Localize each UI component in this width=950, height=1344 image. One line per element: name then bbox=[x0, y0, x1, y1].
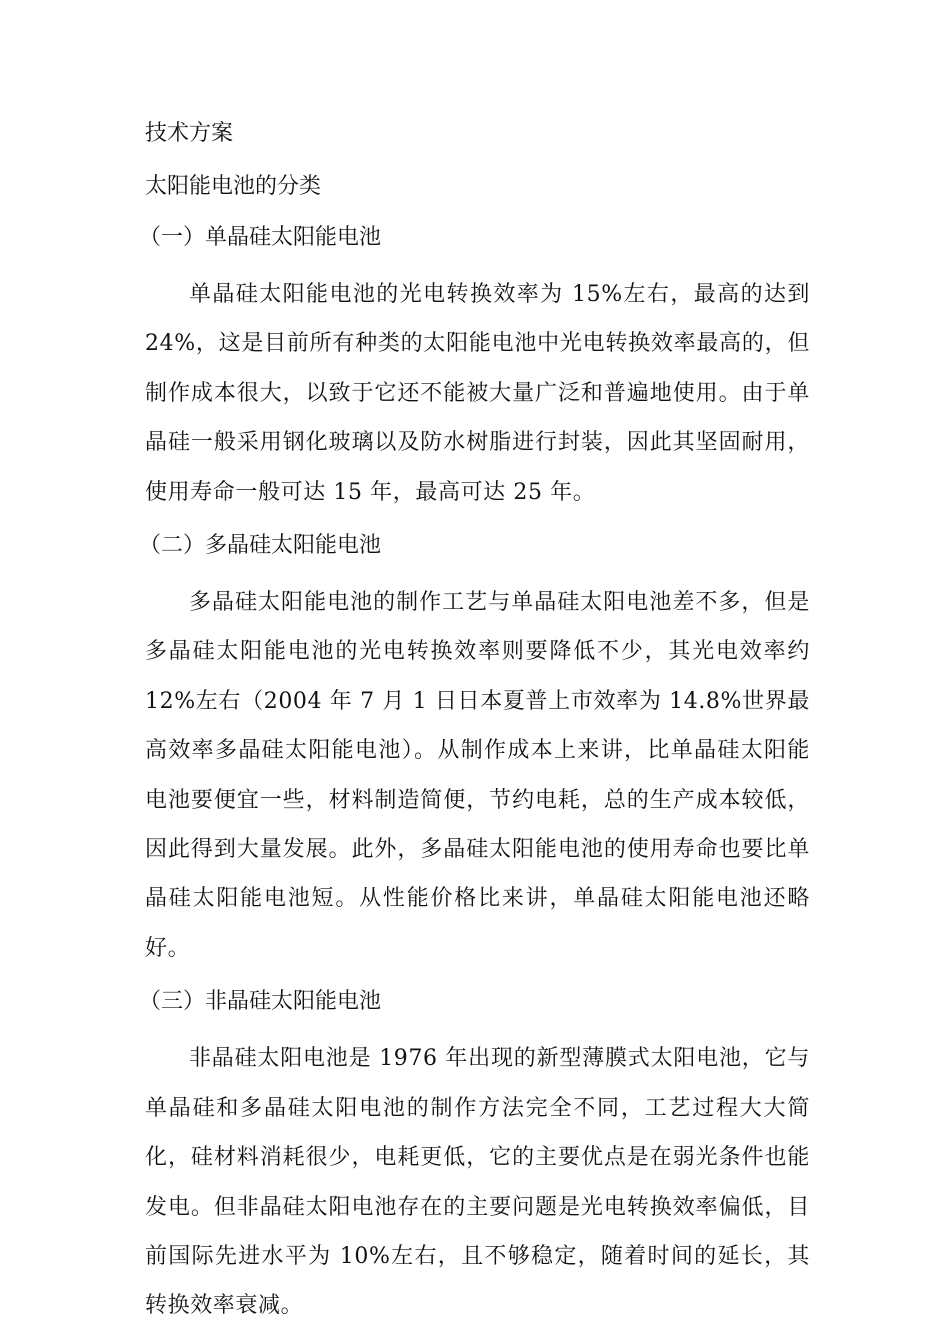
section-body-amorphous: 非晶硅太阳电池是 1976 年出现的新型薄膜式太阳电池，它与单晶硅和多晶硅太阳电池的制作方法完全不同，工艺过程大大简化，硅材料消耗很少，电耗更低，它的主要优点是在弱光条件也能发电。但非晶硅太阳电池存在的主要问题是光电转换效率偏低，目前国际先进水平为 10%左右，且不够稳定，随着时间的延长，其转换效率衰减。 bbox=[145, 1046, 810, 1319]
section-body-monocrystalline: 单晶硅太阳能电池的光电转换效率为 15%左右，最高的达到24%，这是目前所有种类的太阳能电池中光电转换效率最高的，但制作成本很大，以致于它还不能被大量广泛和普遍地使用。由于单晶硅一般采用钢化玻璃以及防水树脂进行封装，因此其坚固耐用，使用寿命一般可达 15 年，最高可达 25 年。 bbox=[145, 282, 810, 505]
section-heading-monocrystalline: （一）单晶硅太阳能电池 bbox=[139, 225, 382, 250]
section-heading-amorphous: （三）非晶硅太阳能电池 bbox=[139, 989, 382, 1015]
document-content bbox=[139, 117, 810, 1343]
document-title: 技术方案 bbox=[145, 121, 234, 146]
section-body-polycrystalline: 多晶硅太阳能电池的制作工艺与单晶硅太阳电池差不多，但是多晶硅太阳能电池的光电转换效率则要降低不少，其光电效率约 12%左右（2004 年 7 月 1 日日本夏普上市效率为 14.8%世界最高效率多晶硅太阳能电池）。从制作成本上来讲，比单晶硅太阳能电池要便宜一些，材料制造简便，节约电耗，总的生产成本较低，因此得到大量发展。此外，多晶硅太阳能电池的使用寿命也要比单晶硅太阳能电池短。从性能价格比来讲，单晶硅太阳能电池还略好。 bbox=[145, 590, 810, 961]
section-heading-polycrystalline: （二）多晶硅太阳能电池 bbox=[139, 533, 382, 559]
document-subtitle: 太阳能电池的分类 bbox=[145, 174, 322, 199]
